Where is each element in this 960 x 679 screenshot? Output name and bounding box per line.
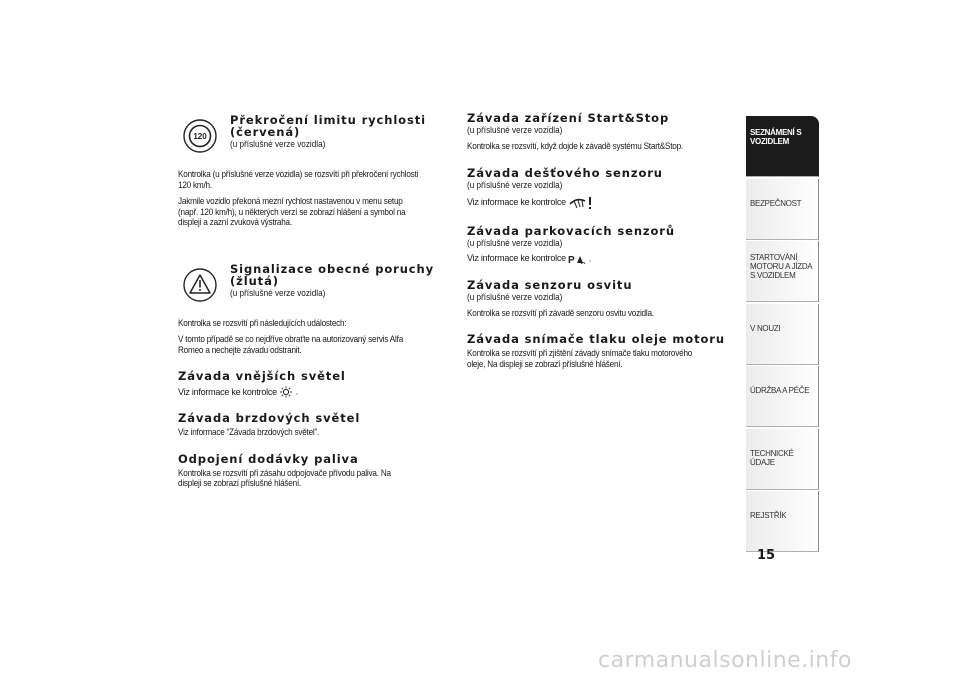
rain-sensor-title: Závada dešťového senzoru bbox=[467, 165, 663, 180]
speed-limit-text-2: Jakmile vozidlo překoná mezní rychlost nastavenou v menu setup (např. 120 km/h), u některých verzí se zobrazí hlášení a symbol na displeji a zazní zvuková výstraha. bbox=[178, 196, 406, 228]
speed-limit-120-icon bbox=[182, 118, 218, 154]
left-column bbox=[178, 112, 448, 490]
parking-sensor-title: Závada parkovacích senzorů bbox=[467, 223, 675, 238]
exterior-lights-section bbox=[178, 370, 448, 398]
general-fault-block bbox=[178, 261, 448, 319]
general-fault-text-2: V tomto případě se co nejdříve obraťte na autorizovaný servis Alfa Romeo a nechejte závadu odstranit. bbox=[178, 334, 404, 356]
svg-text:120: 120 bbox=[193, 132, 207, 141]
fuel-cutoff-section bbox=[178, 453, 448, 490]
brake-lights-title: Závada brzdových světel bbox=[178, 411, 361, 426]
parking-sensor-subtitle: (u příslušné verze vozidla) bbox=[467, 237, 563, 249]
brake-lights-section bbox=[178, 412, 448, 439]
watermark: carmanualsonline.info bbox=[598, 648, 852, 673]
startstop-title: Závada zařízení Start&Stop bbox=[467, 111, 670, 125]
parking-sensor-icon bbox=[568, 253, 586, 265]
oil-pressure-sensor-text: Kontrolka se rozsvítí při zjištění závady snímače tlaku motorového oleje, Na displeji se zobrazí příslušné hlášení. bbox=[467, 348, 693, 370]
light-sensor-text: Kontrolka se rozsvítí při závadě senzoru osvitu vozidla. bbox=[467, 307, 654, 319]
speed-limit-text-1: Kontrolka (u příslušné verze vozidla) se rozsvítí při překročení rychlosti 120 km/h. bbox=[178, 169, 419, 191]
startstop-text: Kontrolka se rozsvítí, když dojde k závadě systému Start&Stop. bbox=[467, 141, 683, 152]
rain-sensor-subtitle: (u příslušné verze vozidla) bbox=[467, 179, 563, 191]
fuel-cutoff-title: Odpojení dodávky paliva bbox=[178, 451, 359, 466]
oil-pressure-sensor-title: Závada snímače tlaku oleje motoru bbox=[467, 332, 725, 347]
tab-technicke-udaje[interactable]: TECHNICKÉ ÚDAJE bbox=[746, 429, 819, 490]
rain-sensor-text: Viz informace ke kontrolce bbox=[467, 195, 725, 211]
light-sensor-section bbox=[467, 279, 725, 320]
tab-udrzba-a-pece[interactable]: ÚDRŽBA A PÉČE bbox=[746, 366, 819, 427]
fuel-cutoff-text: Kontrolka se rozsvítí při zásahu odpojovače přívodu paliva. Na displeji se zobrazí příslušné hlášení. bbox=[178, 467, 391, 490]
rain-sensor-fault-icon bbox=[568, 195, 594, 211]
tab-seznameni-s-vozidlem[interactable]: SEZNÁMENÍ S VOZIDLEM bbox=[746, 116, 819, 177]
svg-text:P: P bbox=[568, 254, 575, 265]
speed-limit-subtitle: (u příslušné verze vozidla) bbox=[230, 139, 326, 150]
exterior-lights-title: Závada vnějších světel bbox=[178, 369, 346, 383]
warning-triangle-icon bbox=[182, 267, 218, 303]
speed-limit-title: Překročení limitu rychlosti (červená) bbox=[230, 113, 426, 139]
startstop-section bbox=[467, 112, 725, 153]
light-sensor-subtitle: (u příslušné verze vozidla) bbox=[467, 291, 563, 303]
tab-v-nouzi[interactable]: V NOUZI bbox=[746, 304, 819, 365]
page-number: 15 bbox=[757, 548, 776, 563]
general-fault-title: Signalizace obecné poruchy (žlutá) bbox=[230, 261, 434, 288]
light-sensor-title: Závada senzoru osvitu bbox=[467, 277, 633, 292]
general-fault-subtitle: (u příslušné verze vozidla) bbox=[230, 287, 326, 299]
startstop-subtitle: (u příslušné verze vozidla) bbox=[467, 125, 563, 136]
parking-sensor-section bbox=[467, 225, 725, 265]
tab-bezpecnost[interactable]: BEZPEČNOST bbox=[746, 179, 819, 240]
brake-lights-text: Viz informace “Závada brzdových světel”. bbox=[178, 427, 320, 439]
exterior-lights-text: Viz informace ke kontrolce . bbox=[178, 386, 299, 398]
right-column bbox=[467, 112, 725, 370]
tab-rejstrik[interactable]: REJSTŘÍK bbox=[746, 491, 819, 552]
parking-sensor-text: Viz informace ke kontrolce P . bbox=[467, 253, 592, 265]
oil-pressure-sensor-section bbox=[467, 333, 725, 370]
tab-startovani-motoru[interactable]: STARTOVÁNÍ MOTORU A JÍZDA S VOZIDLEM bbox=[746, 241, 819, 302]
general-fault-text-1: Kontrolka se rozsvítí při následujících událostech: bbox=[178, 317, 347, 329]
chapter-tabs bbox=[746, 116, 820, 554]
rain-sensor-section bbox=[467, 167, 725, 211]
exterior-light-icon bbox=[279, 386, 293, 398]
speed-limit-block bbox=[178, 112, 448, 170]
